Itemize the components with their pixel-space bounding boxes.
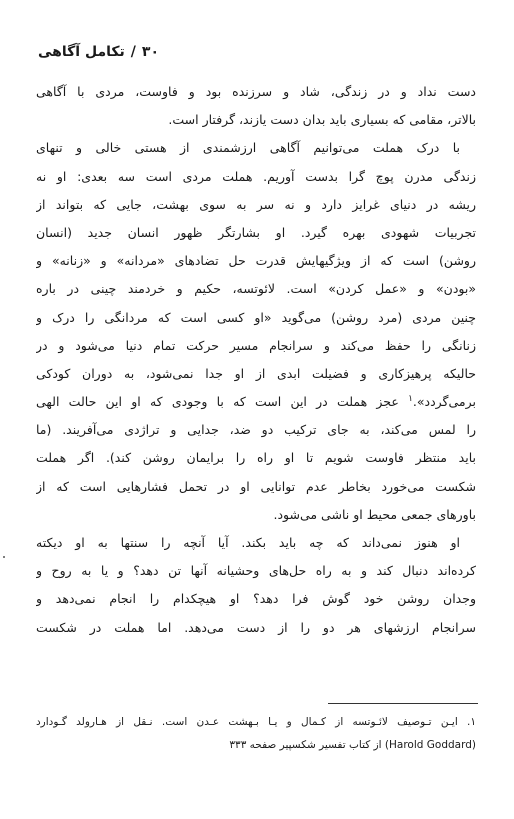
footnotes xyxy=(36,711,476,757)
text-line: حالیکه پرهیزکاری و فضیلت ابدی از او جدا نمی‌شود، به دوران کودکی xyxy=(36,365,476,381)
text-segment: عجز هملت در این است که با وجودی که او این حالت الهی xyxy=(36,394,409,410)
footnote-line: (Harold Goddard) از کتاب تفسیر شکسپیر صفحه ۳۳۳ xyxy=(229,739,476,751)
chapter-title: تکامل آگاهی xyxy=(38,44,125,60)
text-line: چنین مردی (مرد روشن) می‌گوید «او کسی است که مردانگی را درک و xyxy=(36,309,476,325)
text-line: را لمس می‌کند، به جای ترکیب دو ضد، جدایی و تراژدی می‌آفریند. (ما xyxy=(36,422,476,438)
text-line: شکست می‌خورد بخاطر عدم توانایی او در تحمل فشارهایی است که از xyxy=(36,478,476,494)
text-segment: برمی‌گردد». xyxy=(412,394,476,410)
text-line: «بودن» و «عمل کردن» است. لائوتسه، حکیم و خردمند چینی در باره xyxy=(36,281,476,297)
text-line: او هنوز نمی‌داند که چه باید بکند. آیا آنچه را سنتها به او دیکته xyxy=(36,535,460,550)
text-line: زنانگی را حفظ می‌کند و سرانجام مسیر حرکت تمام دنیا می‌شود و در xyxy=(36,337,476,353)
body-text xyxy=(36,78,476,642)
footnote-line: ۱. ایـن تـوصیف لائـوتسه از کـمال و یـا بـهشت عـدن است. نـقل از هـارولد گـودارد xyxy=(36,716,476,728)
footnote-marker: ۱ xyxy=(408,393,413,404)
text-line: باید منتظر فاوست شویم تا او راه را برایمان روشن کند). اگر هملت xyxy=(36,450,476,466)
text-line: سرانجام ارزشهای هر دو را از دست می‌دهد. اما هملت در شکست xyxy=(36,619,476,635)
page-number: ۳۰ xyxy=(141,44,159,60)
text-line: بالاتر، مقامی که بسیاری باید بدان دست یازند، گرفتار است. xyxy=(168,112,476,128)
text-line: ریشه در دنیای غرایز دارد و نه سر به سوی بهشت، جایی که بتواند از xyxy=(36,196,476,212)
text-line: کرده‌اند دنبال کند و به راه حل‌های وحشیانه آنها تن دهد؟ و یا به روح و xyxy=(36,563,476,579)
text-line: روشن) است که از ویژگیهایش قدرت حل تضادهای «مردانه» و «زنانه» و xyxy=(36,253,476,269)
footnote-divider xyxy=(328,703,478,704)
text-line: وجدان روشن خود گوش فرا دهد؟ او هیچکدام را انجام نمی‌دهد و xyxy=(36,591,476,607)
text-line: زندگی مدرن پوچ گرا بدست آوریم. هملت مردی است سه بعدی: او نه xyxy=(36,168,476,184)
header-separator: / xyxy=(130,44,136,60)
running-header xyxy=(0,41,514,63)
text-line: تجربیات شهودی بهره گیرد. او بشارتگر ظهور انسان جدید (انسان xyxy=(36,224,476,240)
text-line-with-footnote xyxy=(36,388,476,416)
text-line: باورهای جمعی محیط او ناشی می‌شود. xyxy=(273,506,476,522)
margin-speck xyxy=(3,556,5,558)
text-line: دست نداد و در زندگی، شاد و سرزنده بود و فاوست، مردی با آگاهی xyxy=(36,84,476,99)
text-line: با درک هملت می‌توانیم آگاهی ارزشمندی از هستی خالی و تنهای xyxy=(36,140,460,156)
